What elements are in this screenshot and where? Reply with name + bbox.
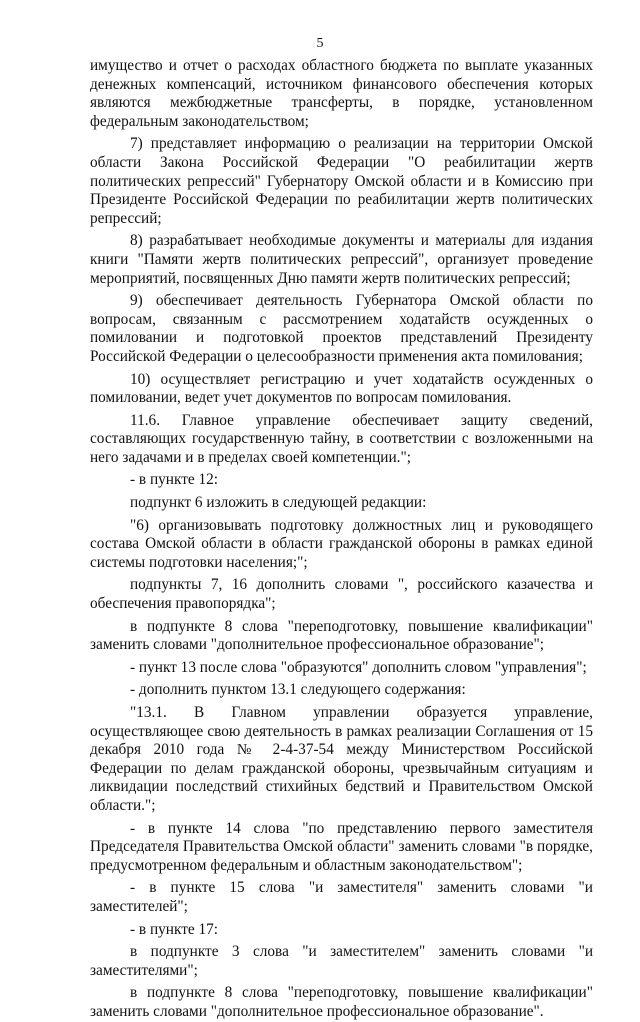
- paragraph-point-17-subpoint-8: в подпункте 8 слова "переподготовку, повышение квалификации" заменить словами "дополнительное профессиональное образование".: [90, 984, 593, 1020]
- paragraph-add-13-1: - дополнить пунктом 13.1 следующего содержания:: [130, 681, 466, 699]
- paragraph-11-6: 11.6. Главное управление обеспечивает защиту сведений, составляющих государственную тайну, в соответствии с возложенными на него задачами и в пределах своей компетенции.";: [90, 411, 593, 466]
- paragraph-item-7: 7) представляет информацию о реализации на территории Омской области Закона Российской Федерации "О реабилитации жертв политических репрессий" Губернатору Омской области и в Комиссию при Президенте Российской Федерации по реабилитации жертв политических репрессий;: [90, 135, 593, 227]
- paragraph-subpoint-8: в подпункте 8 слова "переподготовку, повышение квалификации" заменить словами "дополнительное профессиональное образование";: [90, 617, 593, 654]
- paragraph-point-12: - в пункте 12:: [130, 471, 219, 489]
- paragraph-point-13: - пункт 13 после слова "образуются" дополнить словом "управления";: [130, 658, 587, 676]
- paragraph-item-8: 8) разрабатывает необходимые документы и материалы для издания книги "Памяти жертв политических репрессий", организует проведение мероприятий, посвященных Дню памяти жертв политических репрессий;: [90, 232, 593, 287]
- paragraph-item-10: 10) осуществляет регистрацию и учет ходатайств осужденных о помиловании, ведет учет документов по вопросам помилования.: [90, 370, 593, 407]
- paragraph-subpoint-6-text: "6) организовывать подготовку должностных лиц и руководящего состава Омской области в области гражданской обороны в рамках единой системы подготовки населения;";: [90, 516, 593, 571]
- paragraph-point-14: - в пункте 14 слова "по представлению первого заместителя Председателя Правительства Омской области" заменить словами "в порядке, предусмотренном федеральным и областным законодательством";: [90, 819, 593, 874]
- page-number: 5: [316, 36, 324, 51]
- paragraph-item-9: 9) обеспечивает деятельность Губернатора Омской области по вопросам, связанным с рассмотрением ходатайств осужденных о помиловании и подготовкой проектов представлений Президенту Российской Федерации о целесообразности применения акта помилования;: [90, 292, 593, 365]
- paragraph-point-17-subpoint-3: в подпункте 3 слова "и заместителем" заменить словами "и заместителями";: [90, 943, 593, 979]
- body-text: [90, 57, 593, 1022]
- paragraph-point-17: - в пункте 17:: [130, 920, 219, 938]
- paragraph-subpoints-7-16: подпункты 7, 16 дополнить словами ", российского казачества и обеспечения правопорядка";: [90, 576, 593, 613]
- paragraph-13-1-text: "13.1. В Главном управлении образуется управление, осуществляющее свою деятельность в рамках реализации Соглашения от 15 декабря 2010 года № 2-4-37-54 между Министерством Российской Федерации по делам гражданской обороны, чрезвычайным ситуациям и ликвидации последствий стихийных бедствий и Правительством Омской области.";: [90, 704, 593, 814]
- paragraph-point-15: - в пункте 15 слова "и заместителя" заменить словами "и заместителей";: [90, 879, 593, 915]
- paragraph-subpoint-6-intro: подпункт 6 изложить в следующей редакции:: [130, 494, 427, 512]
- paragraph-continuation: имущество и отчет о расходах областного бюджета по выплате указанных денежных компенсаций, источником финансового обеспечения которых являются межбюджетные трансферты, в порядке, установленном федеральным законодательством;: [90, 57, 593, 130]
